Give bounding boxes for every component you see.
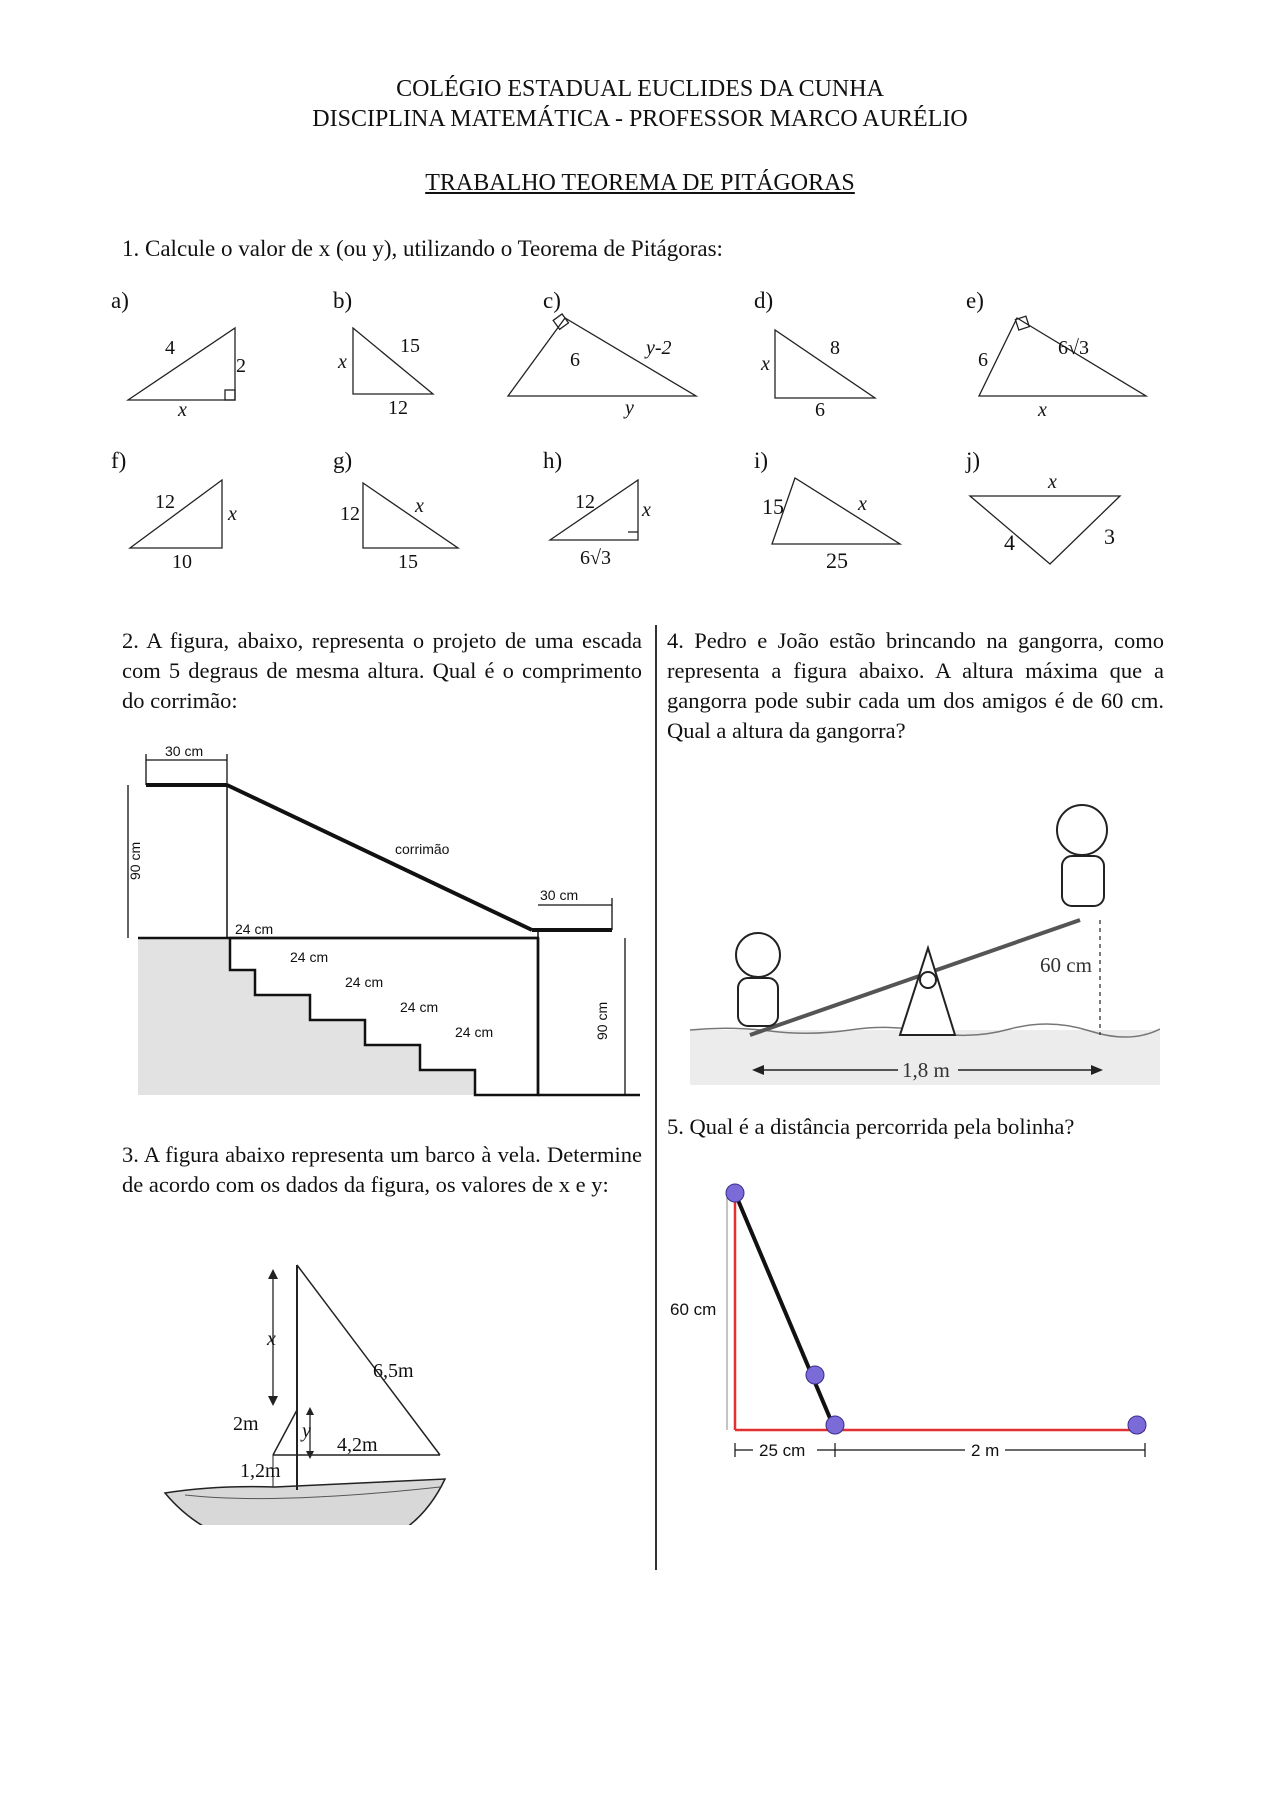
b-side-2: 15 <box>400 335 420 357</box>
c-side-2: y-2 <box>646 337 672 359</box>
h-side-2: x <box>642 499 651 521</box>
right-angle-a <box>225 390 235 400</box>
seesaw-figure <box>690 780 1160 1085</box>
right-angle-c <box>553 314 568 329</box>
d-side-1: x <box>761 353 770 375</box>
ball-start <box>726 1184 744 1202</box>
label-i: i) <box>754 448 769 473</box>
label-c: c) <box>543 288 561 313</box>
label-h: h) <box>543 448 563 473</box>
ball-short: 25 cm <box>759 1441 806 1460</box>
q2-text: 2. A figura, abaixo, representa o projeto de uma escada com 5 degraus de mesma altura. Qual é o comprimento do corrimão: <box>122 628 642 713</box>
h-side-3: 6√3 <box>580 547 611 569</box>
label-e: e) <box>966 288 984 313</box>
stair-figure <box>120 740 650 1115</box>
boat-sail: 6,5m <box>373 1360 414 1382</box>
b-side-1: x <box>338 351 347 373</box>
seesaw-pivot <box>900 948 955 1035</box>
a-side-3: x <box>178 399 187 421</box>
step-5: 24 cm <box>455 1024 494 1040</box>
j-side-3: 3 <box>1104 524 1115 549</box>
step-1: 24 cm <box>235 921 274 937</box>
stair-bottom-landing: 30 cm <box>540 887 579 903</box>
a-side-2: 2 <box>236 355 246 377</box>
q1-triangles <box>110 288 1180 578</box>
q4-text: 4. Pedro e João estão brincando na gangorra, como representa a figura abaixo. A altura máxima que a gangorra pode subir cada um dos amigos é de 60 cm. Qual a altura da gangorra? <box>667 628 1164 743</box>
j-side-1: x <box>1048 471 1057 493</box>
ball-bottom <box>826 1416 844 1434</box>
boat-base: 4,2m <box>337 1434 378 1456</box>
j-side-2: 4 <box>1004 530 1015 555</box>
e-side-1: 6 <box>978 349 988 371</box>
b-side-3: 12 <box>388 397 408 419</box>
ball-height: 60 cm <box>670 1300 717 1319</box>
triangle-a <box>128 328 235 400</box>
q1-prompt: 1. Calcule o valor de x (ou y), utilizando o Teorema de Pitágoras: <box>122 236 723 261</box>
seesaw-length: 1,8 m <box>902 1058 950 1082</box>
label-d: d) <box>754 288 774 313</box>
q5-text: 5. Qual é a distância percorrida pela bolinha? <box>667 1114 1075 1139</box>
stair-top-landing: 30 cm <box>165 743 204 759</box>
c-side-3: y <box>625 397 634 419</box>
ball-mid <box>806 1366 824 1384</box>
triangle-j <box>970 496 1120 564</box>
right-angle-e <box>1015 316 1029 330</box>
column-divider <box>655 625 657 1570</box>
triangle-g <box>363 483 458 548</box>
d-side-3: 6 <box>815 399 825 421</box>
i-side-1: 15 <box>762 494 784 519</box>
label-b: b) <box>333 288 353 313</box>
ball-long: 2 m <box>971 1441 1000 1460</box>
page-title: TRABALHO TEOREMA DE PITÁGORAS <box>425 170 855 196</box>
f-side-3: 10 <box>172 551 192 573</box>
label-f: f) <box>111 448 127 473</box>
ball-end <box>1128 1416 1146 1434</box>
d-side-2: 8 <box>830 337 840 359</box>
triangle-d <box>775 330 875 398</box>
label-a: a) <box>111 288 129 313</box>
school-name: COLÉGIO ESTADUAL EUCLIDES DA CUNHA <box>396 76 884 102</box>
kid-pedro <box>736 933 780 977</box>
f-side-1: 12 <box>155 491 175 513</box>
stair-height-right: 90 cm <box>594 1001 610 1040</box>
boat-x: x <box>267 1328 276 1350</box>
discipline: DISCIPLINA MATEMÁTICA - PROFESSOR MARCO AURÉLIO <box>312 106 968 132</box>
ramp <box>735 1193 835 1430</box>
e-side-2: 6√3 <box>1058 337 1089 359</box>
stair-height-left: 90 cm <box>127 841 143 880</box>
boat-small: 2m <box>233 1413 259 1435</box>
seesaw-height: 60 cm <box>1040 953 1092 977</box>
boat-y: y <box>302 1420 311 1442</box>
f-side-2: x <box>228 503 237 525</box>
g-side-3: 15 <box>398 551 418 573</box>
g-side-1: 12 <box>340 503 360 525</box>
triangle-f <box>130 480 222 548</box>
step-4: 24 cm <box>400 999 439 1015</box>
step-2: 24 cm <box>290 949 329 965</box>
a-side-1: 4 <box>165 337 175 359</box>
boat-short: 1,2m <box>240 1460 281 1482</box>
ball-figure <box>665 1175 1165 1475</box>
step-3: 24 cm <box>345 974 384 990</box>
label-j: j) <box>966 448 981 473</box>
i-side-2: x <box>858 493 867 515</box>
sailboat-figure <box>155 1255 495 1525</box>
g-side-2: x <box>415 495 424 517</box>
c-side-1: 6 <box>570 349 580 371</box>
triangle-i <box>772 478 900 544</box>
e-side-3: x <box>1038 399 1047 421</box>
i-side-3: 25 <box>826 548 848 573</box>
boat-hull <box>165 1479 445 1525</box>
triangle-b <box>353 328 433 394</box>
label-g: g) <box>333 448 353 473</box>
handrail <box>227 785 532 930</box>
q3-text: 3. A figura abaixo representa um barco à vela. Determine de acordo com os dados da figura, os valores de x e y: <box>122 1142 642 1197</box>
handrail-label: corrimão <box>395 841 450 857</box>
h-side-1: 12 <box>575 491 595 513</box>
kid-joao <box>1057 805 1107 855</box>
